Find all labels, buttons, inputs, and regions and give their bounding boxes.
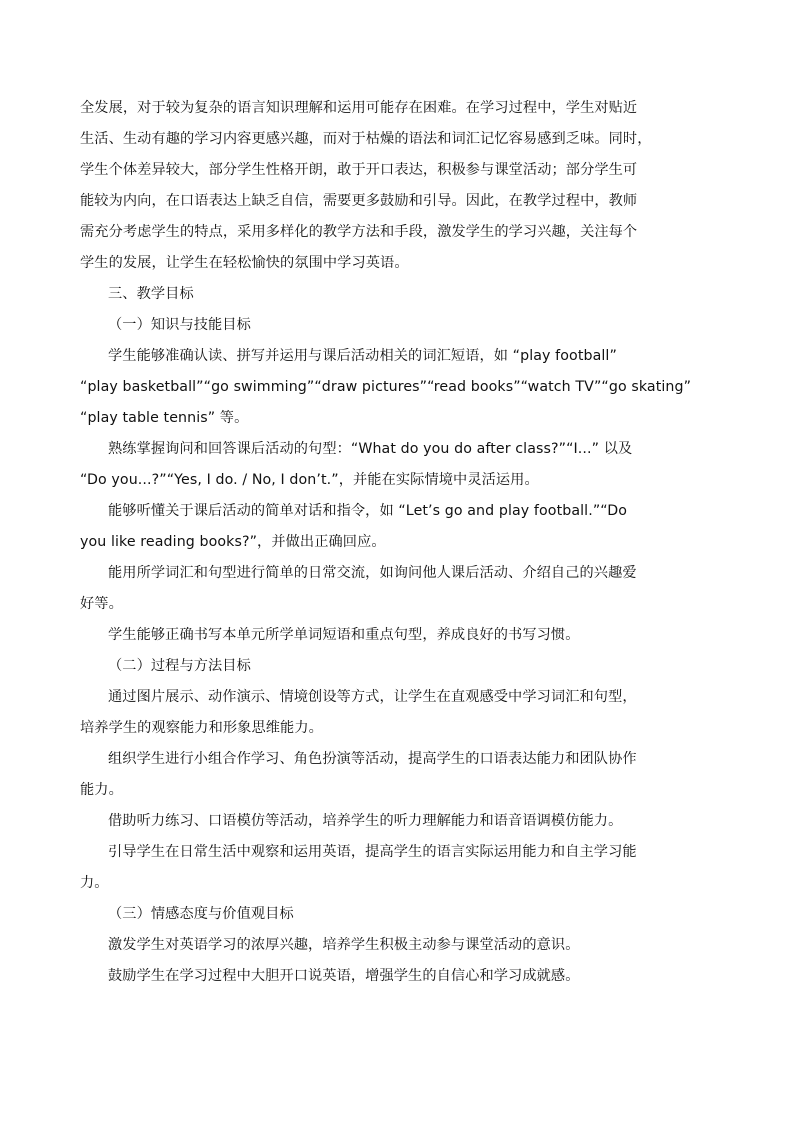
text-line: 激发学生对英语学习的浓厚兴趣，培养学生积极主动参与课堂活动的意识。 [108, 937, 580, 953]
text-line: 组织学生进行小组合作学习、角色扮演等活动，提高学生的口语表达能力和团队协作 [108, 751, 637, 767]
text-line: “Do you...?”“Yes, I do. / No, I don’t.”，并能在实际情境中灵活运用。 [80, 472, 539, 488]
text-line: 生活、生动有趣的学习内容更感兴趣，而对于枯燥的语法和词汇记忆容易感到乏味。同时， [80, 131, 652, 147]
text-line: 好等。 [80, 596, 123, 612]
text-line: 能较为内向，在口语表达上缺乏自信，需要更多鼓励和引导。因此，在教学过程中，教师 [80, 193, 638, 209]
text-line: 培养学生的观察能力和形象思维能力。 [80, 720, 323, 736]
text-line: 学生个体差异较大，部分学生性格开朗，敢于开口表达，积极参与课堂活动；部分学生可 [80, 162, 638, 178]
text-line: 力。 [80, 875, 109, 891]
text-line: “play table tennis” 等。 [80, 410, 249, 426]
text-line: 借助听力练习、口语模仿等活动，培养学生的听力理解能力和语音语调模仿能力。 [108, 813, 623, 829]
text-line: 能够听懂关于课后活动的简单对话和指令，如 “Let’s go and play football.”“Do [108, 503, 628, 519]
text-line: 学生能够准确认读、拼写并运用与课后活动相关的词汇短语，如 “play football” [108, 348, 617, 364]
text-line: 能力。 [80, 782, 123, 798]
text-line: 能用所学词汇和句型进行简单的日常交流，如询问他人课后活动、介绍自己的兴趣爱 [108, 565, 637, 581]
text-line: “play basketball”“go swimming”“draw pictures”“read books”“watch TV”“go skating” [80, 379, 692, 395]
text-line: 通过图片展示、动作演示、情境创设等方式，让学生在直观感受中学习词汇和句型， [108, 689, 637, 705]
text-line: 全发展，对于较为复杂的语言知识理解和运用可能存在困难。在学习过程中，学生对贴近 [80, 100, 638, 116]
text-line: you like reading books?”，并做出正确回应。 [80, 534, 386, 550]
subsection-heading: （一）知识与技能目标 [108, 317, 251, 333]
text-line: 学生的发展，让学生在轻松愉快的氛围中学习英语。 [80, 255, 409, 271]
text-line: 学生能够正确书写本单元所学单词短语和重点句型，养成良好的书写习惯。 [108, 627, 580, 643]
section-heading: 三、教学目标 [108, 286, 194, 302]
subsection-heading: （二）过程与方法目标 [108, 658, 251, 674]
text-line: 鼓励学生在学习过程中大胆开口说英语，增强学生的自信心和学习成就感。 [108, 968, 580, 984]
text-line: 引导学生在日常生活中观察和运用英语，提高学生的语言实际运用能力和自主学习能 [108, 844, 637, 860]
text-line: 熟练掌握询问和回答课后活动的句型：“What do you do after class?”“I...” 以及 [108, 441, 633, 457]
subsection-heading: （三）情感态度与价值观目标 [108, 906, 294, 922]
text-line: 需充分考虑学生的特点，采用多样化的教学方法和手段，激发学生的学习兴趣，关注每个 [80, 224, 638, 240]
document-page [80, 0, 712, 1123]
